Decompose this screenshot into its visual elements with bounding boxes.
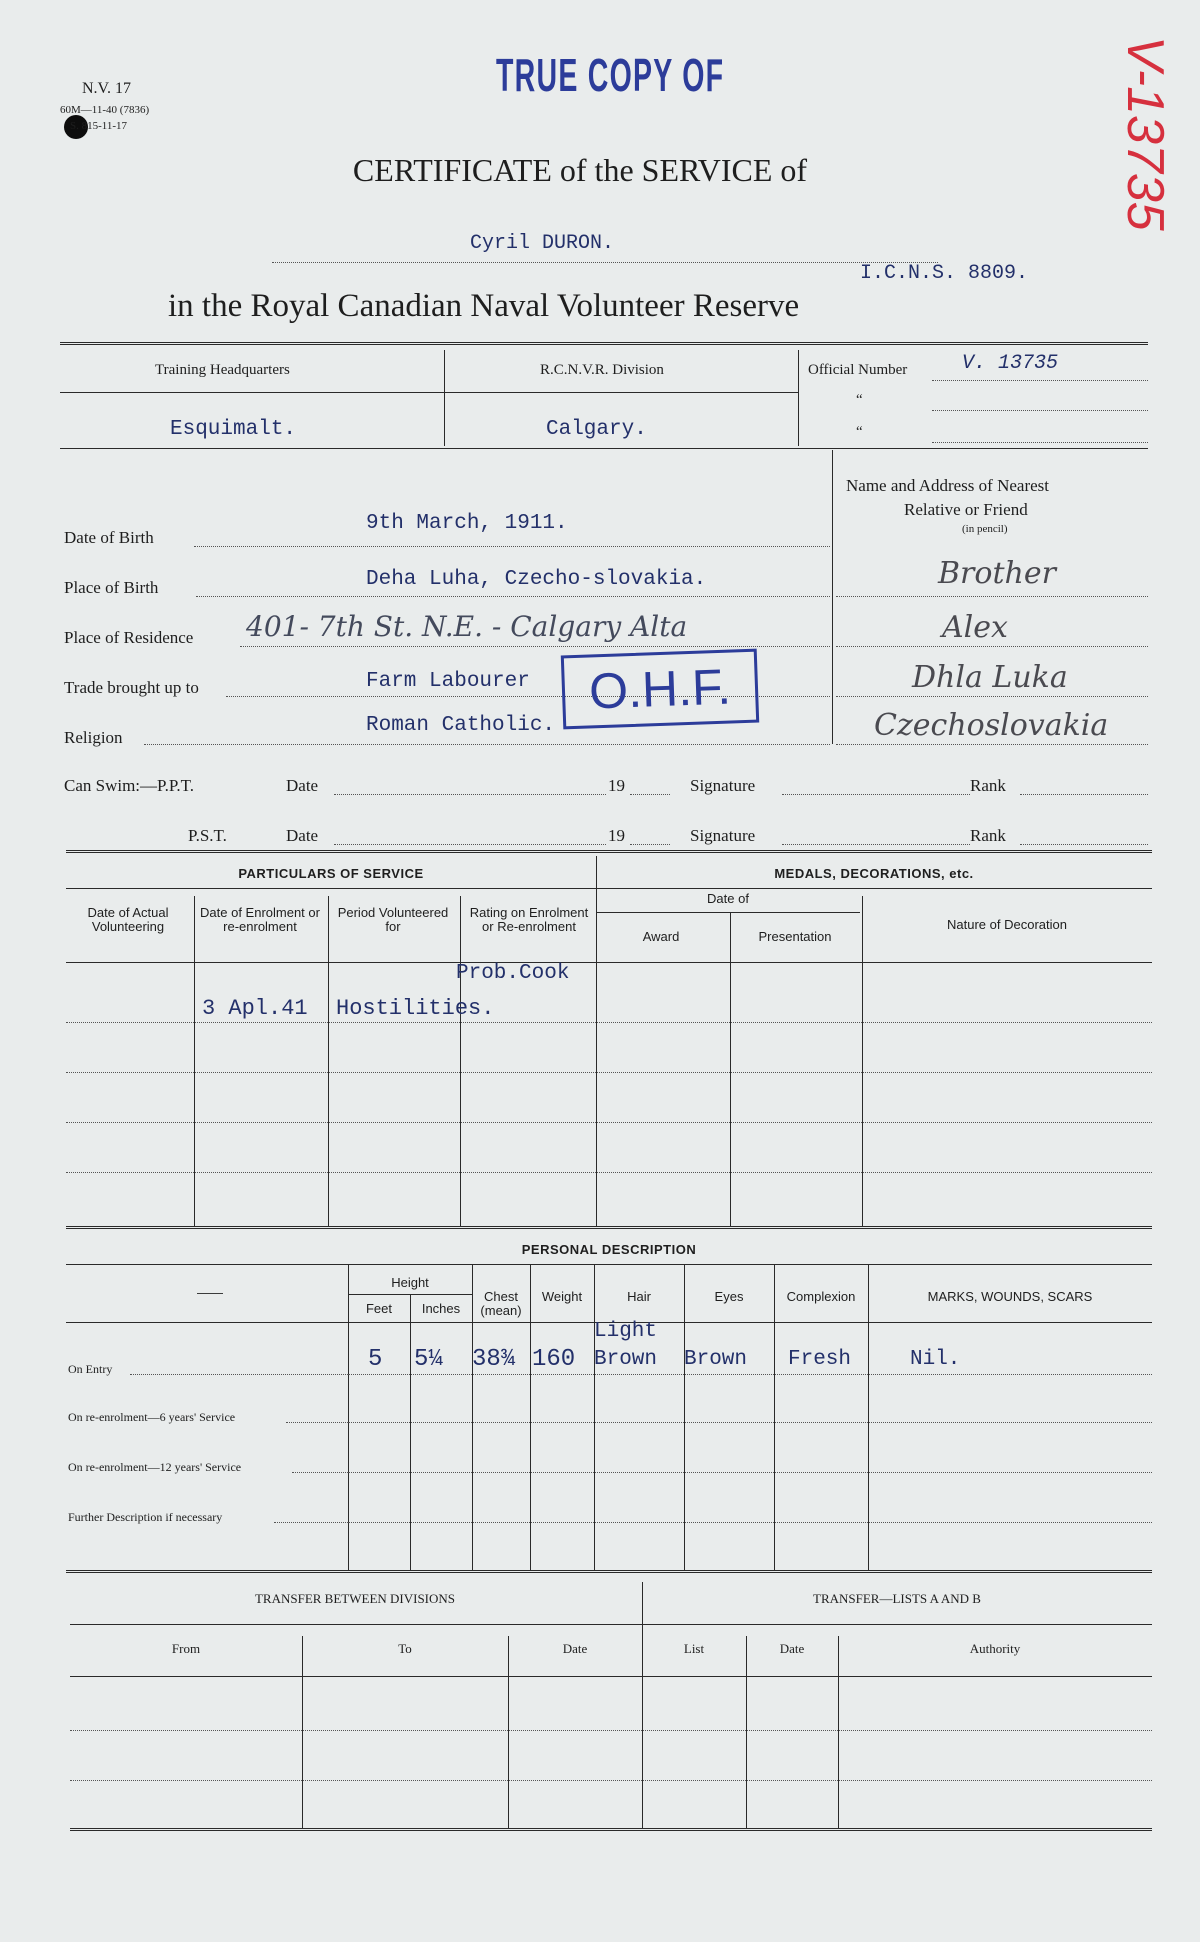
reenrol-6-label: On re-enrolment—6 years' Service: [68, 1410, 236, 1424]
service-heading: PARTICULARS OF SERVICE: [238, 866, 424, 881]
feet-label: Feet: [365, 1301, 392, 1316]
desc-row-line: [348, 1522, 1152, 1523]
dob-value: 9th March, 1911.: [366, 512, 568, 535]
relative-line: [836, 744, 1148, 745]
service-rating: Prob.Cook: [456, 962, 570, 985]
official-number-line: [932, 380, 1148, 381]
pst-date-line: [334, 844, 606, 845]
ppt-year-line: [630, 794, 670, 795]
division-value: Calgary.: [546, 418, 647, 441]
true-copy-stamp: TRUE COPY OF: [496, 49, 725, 101]
ppt-signature-label: Signature: [690, 776, 756, 795]
divider: [460, 896, 461, 1226]
ditto-mark: “: [856, 424, 863, 440]
service-period: Hostilities.: [336, 996, 495, 1021]
pst-rank-line: [1020, 844, 1148, 845]
medals-presentation: Presentation: [758, 929, 832, 944]
relative-line-2: Alex: [942, 610, 1008, 645]
pst-signature-line: [782, 844, 970, 845]
on-entry-line: [130, 1374, 348, 1375]
ohf-stamp: O.H.F.: [561, 649, 759, 730]
on-entry-label: On Entry: [68, 1362, 113, 1376]
relative-line: [836, 646, 1148, 647]
reenrol-12-line: [292, 1472, 348, 1473]
chest-label: Chest (mean): [480, 1289, 522, 1318]
rule: [66, 1570, 1152, 1573]
form-print-line-2: S. 815-11-17: [70, 120, 128, 132]
service-row-line: [66, 1022, 1152, 1023]
can-swim-label: Can Swim:—P.P.T.: [64, 776, 195, 795]
complexion-label: Complexion: [786, 1289, 856, 1304]
divider: [348, 1264, 349, 1570]
pst-label: P.S.T.: [188, 826, 227, 845]
relative-line-1: Brother: [938, 556, 1056, 591]
ppt-date-label: Date: [286, 776, 319, 795]
pst-year-line: [630, 844, 670, 845]
desc-row-line: [348, 1374, 1152, 1375]
rule: [596, 912, 860, 913]
service-row-line: [66, 1072, 1152, 1073]
rule: [60, 448, 1148, 449]
divider: [832, 450, 833, 744]
form-code: N.V. 17: [82, 80, 132, 97]
divider: [410, 1294, 411, 1570]
entry-marks: Nil.: [910, 1348, 961, 1371]
rule: [60, 392, 798, 393]
ppt-rank-line: [1020, 794, 1148, 795]
transfer-row-line: [70, 1780, 1152, 1781]
medals-heading: MEDALS, DECORATIONS, etc.: [774, 866, 974, 881]
ppt-date-line: [334, 794, 606, 795]
ppt-signature-line: [782, 794, 970, 795]
service-col-1: Date of Actual Volunteering: [87, 905, 169, 934]
relative-heading: Name and Address of Nearest: [846, 476, 1049, 495]
medals-nature: Nature of Decoration: [947, 917, 1067, 932]
residence-label: Place of Residence: [64, 628, 194, 647]
weight-label: Weight: [541, 1289, 583, 1304]
trade-value: Farm Labourer: [366, 670, 530, 693]
description-dash: ——: [197, 1285, 223, 1300]
transfer-row-line: [70, 1730, 1152, 1731]
service-col-4: Rating on Enrolment or Re-enrolment: [469, 905, 589, 934]
divider: [862, 896, 863, 1226]
rule: [66, 962, 1152, 963]
pst-date-label: Date: [286, 826, 319, 845]
divider: [302, 1636, 303, 1828]
entry-inches: 5¼: [414, 1346, 443, 1373]
divider: [746, 1636, 747, 1828]
divider: [472, 1264, 473, 1570]
rule: [66, 850, 1152, 853]
transfer-authority: Authority: [969, 1641, 1021, 1656]
entry-hair-1: Light: [594, 1320, 658, 1343]
training-hq-label: Training Headquarters: [155, 362, 290, 378]
ditto-mark: “: [856, 392, 863, 408]
divider: [594, 1264, 595, 1570]
eyes-label: Eyes: [714, 1289, 744, 1304]
pob-label: Place of Birth: [64, 578, 159, 597]
service-col-3: Period Volunteered for: [337, 905, 449, 934]
height-label: Height: [391, 1275, 429, 1290]
medals-date-of: Date of: [707, 891, 749, 906]
ppt-year: 19: [608, 776, 625, 795]
divider: [684, 1264, 685, 1570]
divider: [530, 1264, 531, 1570]
relative-note: (in pencil): [962, 523, 1008, 535]
official-number-line-2: [932, 410, 1148, 411]
inches-label: Inches: [421, 1301, 461, 1316]
transfer-divisions-heading: TRANSFER BETWEEN DIVISIONS: [254, 1591, 456, 1606]
divider: [194, 896, 195, 1226]
entry-complexion: Fresh: [788, 1348, 852, 1371]
relative-heading: Relative or Friend: [904, 500, 1028, 519]
rule: [66, 888, 1152, 889]
divider: [798, 350, 799, 446]
service-row-line: [66, 1172, 1152, 1173]
reenrol-6-line: [286, 1422, 348, 1423]
transfer-from: From: [171, 1641, 201, 1656]
hair-label: Hair: [627, 1289, 651, 1304]
entry-chest: 38¾: [472, 1346, 516, 1373]
service-row-line: [66, 1122, 1152, 1123]
red-annotation: V-13735: [1116, 36, 1174, 231]
divider: [642, 1582, 643, 1828]
division-label: R.C.N.V.R. Division: [540, 362, 664, 378]
name-line: [272, 262, 938, 263]
entry-hair-2: Brown: [594, 1348, 658, 1371]
pob-line: [196, 596, 830, 597]
transfer-list: List: [683, 1641, 705, 1656]
entry-eyes: Brown: [684, 1348, 748, 1371]
description-heading: PERSONAL DESCRIPTION: [521, 1242, 697, 1257]
divider: [730, 912, 731, 1226]
transfer-date-2: Date: [779, 1641, 805, 1656]
ppt-rank-label: Rank: [970, 776, 1006, 795]
rule: [66, 1264, 1152, 1265]
pob-value: Deha Luha, Czecho-slovakia.: [366, 568, 707, 591]
certificate-title: CERTIFICATE of the SERVICE of: [352, 152, 808, 188]
rule: [60, 342, 1148, 345]
reenrol-12-label: On re-enrolment—12 years' Service: [68, 1460, 242, 1474]
further-label: Further Description if necessary: [68, 1510, 223, 1524]
further-line: [274, 1522, 348, 1523]
religion-line: [144, 744, 830, 745]
rule: [70, 1676, 1152, 1677]
form-print-line-1: 60M—11-40 (7836): [60, 104, 150, 116]
certificate-subtitle: in the Royal Canadian Naval Volunteer Reserve: [168, 288, 800, 324]
dob-line: [194, 546, 830, 547]
pst-year: 19: [608, 826, 625, 845]
rule: [70, 1828, 1152, 1831]
pst-signature-label: Signature: [690, 826, 756, 845]
relative-line: [836, 596, 1148, 597]
icns-number: I.C.N.S. 8809.: [860, 262, 1029, 285]
member-name: Cyril DURON.: [470, 232, 615, 255]
divider: [328, 896, 329, 1226]
relative-line: [836, 696, 1148, 697]
desc-row-line: [348, 1422, 1152, 1423]
divider: [838, 1636, 839, 1828]
divider: [508, 1636, 509, 1828]
transfer-date: Date: [562, 1641, 588, 1656]
religion-label: Religion: [64, 728, 123, 747]
trade-label: Trade brought up to: [64, 678, 199, 697]
transfer-lists-heading: TRANSFER—LISTS A AND B: [813, 1591, 981, 1606]
service-col-2: Date of Enrolment or re-enrolment: [200, 905, 320, 934]
marks-label: MARKS, WOUNDS, SCARS: [927, 1289, 1093, 1304]
entry-feet: 5: [368, 1346, 383, 1373]
religion-value: Roman Catholic.: [366, 714, 556, 737]
transfer-to: To: [398, 1641, 412, 1656]
divider: [444, 350, 445, 446]
official-number-line-3: [932, 442, 1148, 443]
entry-weight: 160: [532, 1346, 576, 1373]
divider: [774, 1264, 775, 1570]
residence-line: [240, 646, 830, 647]
divider: [868, 1264, 869, 1570]
pst-rank-label: Rank: [970, 826, 1006, 845]
relative-line-3: Dhla Luka: [912, 660, 1068, 695]
rule: [66, 1226, 1152, 1229]
official-number-label: Official Number: [808, 362, 908, 378]
dob-label: Date of Birth: [64, 528, 154, 547]
official-number-value: V. 13735: [962, 352, 1059, 375]
desc-row-line: [348, 1472, 1152, 1473]
rule: [70, 1624, 1152, 1625]
medals-award: Award: [642, 929, 680, 944]
service-enrol-date: 3 Apl.41: [202, 996, 308, 1021]
training-hq-value: Esquimalt.: [170, 418, 297, 441]
residence-value: 401- 7th St. N.E. - Calgary Alta: [246, 610, 688, 643]
relative-line-4: Czechoslovakia: [874, 708, 1109, 743]
